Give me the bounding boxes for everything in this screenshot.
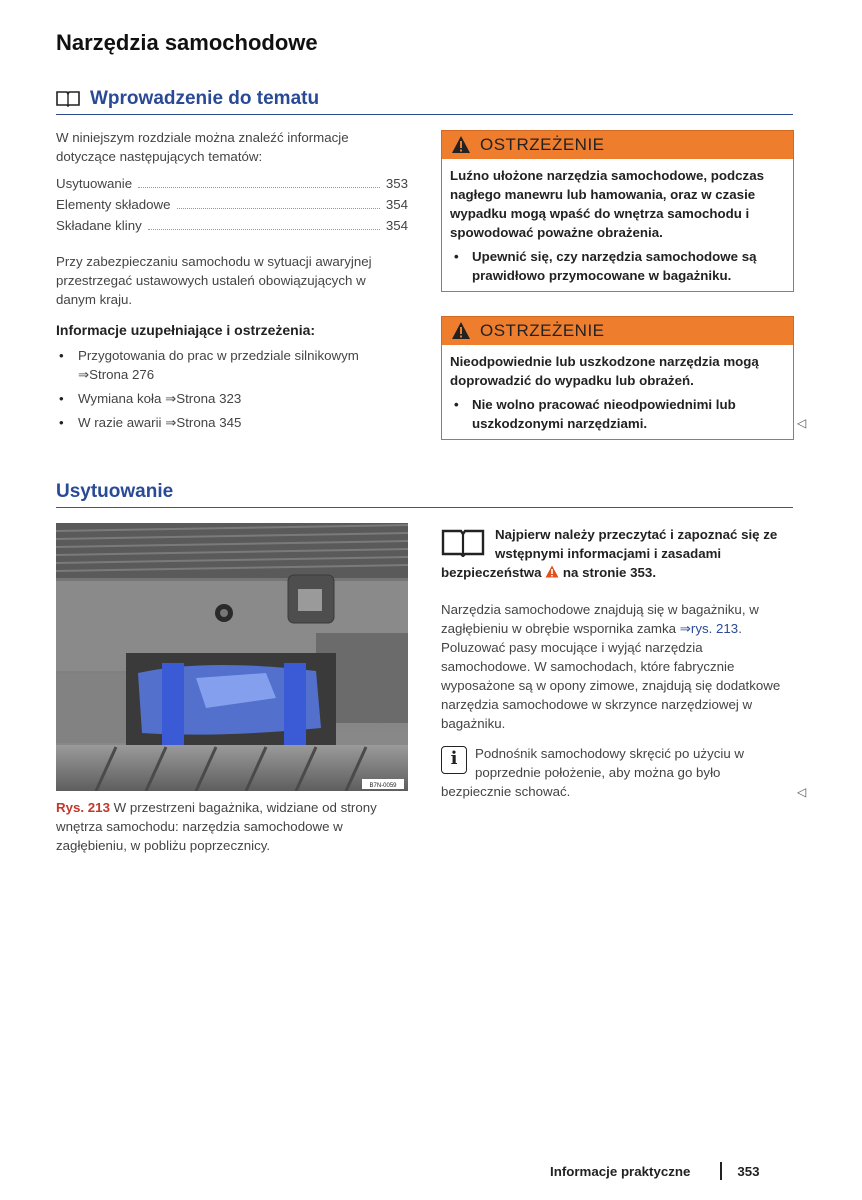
note-text: na stronie 353. [562,565,657,580]
warning-triangle-icon [545,565,559,578]
info-item-text: Przygotowania do prac w przedziale silnikowym [78,348,359,363]
info-list-item [56,346,416,384]
warning-bullet: • Upewnić się, czy narzędzia samochodowe są prawidłowo przymocowane w bagażniku. [450,247,785,285]
toc-label: Usytuowanie [56,176,133,191]
page-title: Narzędzia samochodowe [56,30,318,55]
info-item-text: W razie awarii [78,415,162,430]
info-list-item [56,413,416,432]
photo-code: B7N-0059 [369,783,397,789]
paragraph-text: Narzędzia samochodowe znajdują się w bagażniku, w zagłębieniu w obrębie wspornika zamka [441,602,759,636]
toc-label: Elementy składowe [56,197,171,212]
warning-header [442,317,793,345]
intro-paragraph: W niniejszym rozdziale można znaleźć informacje dotyczące następujących tematów: [56,130,349,164]
page-number: 353 [737,1164,760,1179]
toc-dots [177,208,380,209]
warning-text: Nieodpowiednie lub uszkodzone narzędzia mogą doprowadzić do wypadku lub obrażeń. [450,354,759,388]
book-icon [441,527,485,557]
footer-section: Informacje praktyczne [550,1164,691,1179]
paragraph-text: . Poluzować pasy mocujące i wyjąć narzędzia samochodowe. W samochodach, które fabrycznie wyposażone są w opony zimowe, znajdują się dodatkowe narzędzia samochodowe w skrzynce narzędziowej w bagażniku. [441,621,781,731]
figure-link[interactable]: ⇒rys. 213 [679,621,739,636]
toc-row[interactable] [56,197,408,218]
note-text: Najpierw należy przeczytać i zapoznać się ze wstępnymi informacjami i zasadami bezpieczeństwa [441,527,778,580]
section-heading-location [56,481,793,508]
section-heading-text: Usytuowanie [56,481,174,502]
info-item-text: Wymiana koła [78,391,162,406]
page-link[interactable]: ⇒Strona 276 [78,367,155,382]
toc-page: 353 [385,176,408,191]
warning-box [441,316,794,440]
toc-page: 354 [385,197,408,212]
warning-text: Luźno ułożone narzędzia samochodowe, podczas nagłego manewru lub hamowania, oraz w czasie wypadku mogą wpaść do wnętrza samochodu i spowodować poważne obrażenia. [450,168,764,240]
book-icon [56,89,80,107]
caption-label: Rys. 213 [56,800,110,815]
warning-body [442,159,793,291]
trunk-photo [56,523,408,791]
section-heading-intro [56,88,793,115]
toc-page: 354 [385,218,408,233]
section-heading-text: Wprowadzenie do tematu [90,88,320,109]
info-heading: Informacje uzupełniające i ostrzeżenia: [56,322,316,338]
toc-row[interactable] [56,176,408,197]
safety-paragraph: Przy zabezpieczaniu samochodu w sytuacji awaryjnej przestrzegać ustawowych ustaleń obowiązujących w danym kraju. [56,254,372,307]
warning-box [441,130,794,292]
page-link[interactable]: ⇒Strona 323 [165,391,242,406]
location-paragraph [441,600,793,733]
tip-text: Podnośnik samochodowy skręcić po użyciu w poprzednie położenie, aby można go było bezpiecznie schować. [441,746,745,799]
warning-label: OSTRZEŻENIE [480,135,605,154]
page-footer [550,1162,760,1180]
warning-header [442,131,793,159]
back-marker-icon[interactable]: ◁ [797,785,807,799]
warning-bullet: • Nie wolno pracować nieodpowiednimi lub uszkodzonymi narzędziami. [450,395,785,433]
page-link[interactable]: ⇒Strona 345 [165,415,242,430]
warning-body [442,345,793,439]
back-marker-icon[interactable]: ◁ [797,416,807,430]
footer-divider [720,1162,722,1180]
info-icon: i [441,746,467,774]
read-first-note [441,525,793,582]
info-tip [441,744,793,801]
toc-row[interactable] [56,218,408,239]
warning-triangle-icon [451,135,471,154]
info-list [56,346,416,437]
trunk-illustration [56,523,408,791]
toc-dots [148,229,380,230]
toc-dots [138,187,380,188]
figure-caption [56,798,416,855]
info-list-item [56,389,416,408]
warning-triangle-icon [451,321,471,340]
toc-label: Składane kliny [56,218,142,233]
caption-text: W przestrzeni bagażnika, widziane od strony wnętrza samochodu: narzędzia samochodowe w zagłębieniu, w pobliżu poprzecznicy. [56,800,377,853]
topic-list [56,176,408,239]
warning-label: OSTRZEŻENIE [480,321,605,340]
